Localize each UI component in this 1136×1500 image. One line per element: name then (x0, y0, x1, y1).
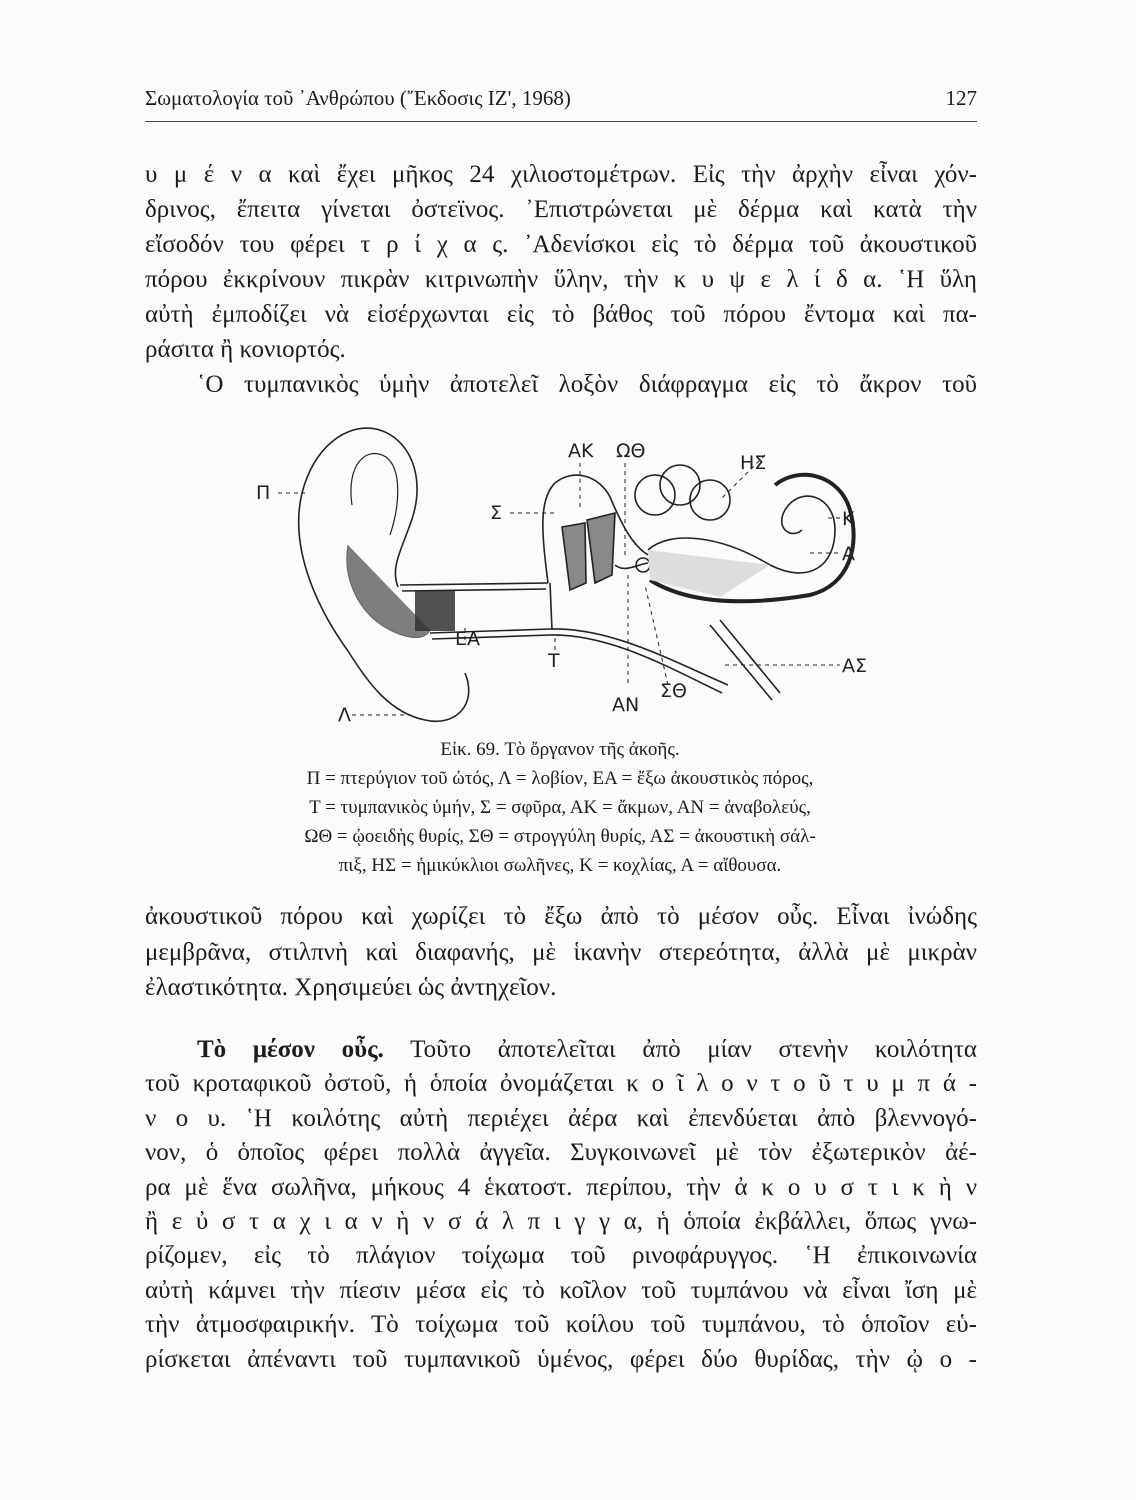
label-S: Σ (490, 502, 503, 524)
ear-anatomy-figure (250, 415, 900, 735)
middle-ear (543, 475, 650, 630)
text-line: τὴν ἀτμοσφαιρικήν. Τὸ τοίχωμα τοῦ κοίλου τοῦ τυμπάνου, τὸ ὁποῖον εὑ- (145, 1311, 977, 1339)
text-line: τοῦ κροταφικοῦ ὀστοῦ, ἡ ὁποία ὀνομάζεται κ ο ῖ λ ο ν τ ο ῦ τ υ μ π ά - (145, 1070, 977, 1098)
section-middle-ear (145, 1033, 977, 1377)
text-line: ἐλαστικότητα. Χρησιμεύει ὡς ἀντηχεῖον. (145, 974, 557, 1001)
text-line: μεμβρᾶνα, στιλπνὴ καὶ διαφανής, μὲ ἱκανὴν στερεότητα, ἀλλὰ μὲ μικρὰν (145, 938, 977, 966)
label-HS: ΗΣ (740, 452, 767, 474)
label-L: Λ (338, 704, 351, 726)
label-OTh: ΩΘ (616, 440, 646, 462)
text-line: ἢ ε ὐ σ τ α χ ι α ν ὴ ν σ ά λ π ι γ γ α, ἡ ὁποία ἐκβάλλει, ὅπως γνω- (145, 1207, 977, 1235)
caption-line: Τ = τυμπανικὸς ὑμήν, Σ = σφῦρα, ΑΚ = ἄκμων, ΑΝ = ἀναβολεύς, (309, 797, 811, 818)
text-line (145, 1033, 977, 1067)
caption-line: πιξ, ΗΣ = ἡμικύκλιοι σωλῆνες, Κ = κοχλίας, Α = αἴθουσα. (338, 855, 782, 876)
text-line: ράσιτα ἢ κονιορτός. (145, 336, 346, 363)
label-AK: ΑΚ (568, 440, 594, 462)
text-line: ἀκουστικοῦ πόρου καὶ χωρίζει τὸ ἔξω ἀπὸ τὸ μέσον οὖς. Εἶναι ἰνώδης (145, 903, 977, 930)
running-header-title: Σωματολογία τοῦ ᾿Ανθρώπου (῎Εκδοσις ΙΖ', 1968) (145, 86, 571, 110)
label-K: Κ (842, 508, 855, 530)
pinna-drawing (299, 428, 469, 721)
text-line: εἴσοδόν του φέρει τ ρ ί χ α ς. ᾿Αδενίσκοι εἰς τὸ δέρμα τοῦ ἀκουστικοῦ (145, 231, 977, 258)
label-STh: ΣΘ (660, 680, 687, 702)
caption-title: Εἰκ. 69. Τὸ ὄργανον τῆς ἀκοῆς. (440, 739, 680, 760)
page-number: 127 (945, 86, 977, 110)
text-line: νον, ὁ ὁποῖος φέρει πολλὰ ἀγγεῖα. Συγκοινωνεῖ μὲ τὸν ἐξωτερικὸν ἀέ- (145, 1139, 977, 1167)
text-line: αὐτὴ ἐμποδίζει νὰ εἰσέρχωνται εἰς τὸ βάθος τοῦ πόρου ἔντομα καὶ πα- (145, 301, 977, 328)
text-line: πόρου ἐκκρίνουν πικρὰν κιτρινωπὴν ὕλην, τὴν κ υ ψ ε λ ί δ α. ῾Η ὕλη (145, 266, 977, 293)
caption-line: ΩΘ = ᾠοειδὴς θυρίς, ΣΘ = στρογγύλη θυρίς, ΑΣ = ἀκουστικὴ σάλ- (304, 826, 816, 847)
label-AS: ΑΣ (842, 655, 868, 677)
text-line: ρίζομεν, εἰς τὸ πλάγιον τοίχωμα τοῦ ρινοφάρυγγος. ῾Η ἐπικοινωνία (145, 1242, 977, 1270)
label-P: Π (256, 482, 271, 504)
paragraph-2 (145, 899, 977, 1006)
label-A: Α (842, 543, 855, 565)
text-line: ρίσκεται ἀπέναντι τοῦ τυμπανικοῦ ὑμένος, φέρει δύο θυρίδας, τὴν ᾠ ο - (145, 1345, 977, 1373)
label-T: Τ (548, 650, 560, 672)
text-line: δρινος, ἔπειτα γίνεται ὀστεϊνος. ᾿Επιστρώνεται μὲ δέρμα καὶ κατὰ τὴν (145, 196, 977, 223)
running-header (145, 86, 977, 111)
text-line: ῾Ο τυμπανικὸς ὑμὴν ἀποτελεῖ λοξὸν διάφραγμα εἰς τὸ ἄκρον τοῦ (197, 371, 977, 398)
text-line: αὐτὴ κάμνει τὴν πίεσιν μέσα εἰς τὸ κοῖλον τοῦ τυμπάνου νὰ εἶναι ἴση μὲ (145, 1276, 977, 1304)
caption-line: Π = πτερύγιον τοῦ ὠτός, Λ = λοβίον, ΕΑ = ἔξω ἀκουστικὸς πόρος, (306, 768, 814, 789)
text-line: υ μ έ ν α καὶ ἔχει μῆκος 24 χιλιοστομέτρων. Εἰς τὴν ἀρχὴν εἶναι χόν- (145, 161, 977, 188)
header-rule (145, 121, 977, 122)
ear-canal (400, 583, 728, 693)
label-AN: ΑΝ (612, 694, 640, 716)
text-line-rest: Τοῦτο ἀποτελεῖται ἀπὸ μίαν στενὴν κοιλότητα (410, 1036, 977, 1063)
section-heading: Τὸ μέσον οὖς. (197, 1036, 384, 1063)
label-EA: ΕΑ (455, 628, 481, 650)
text-line: ν ο υ. ῾Η κοιλότης αὐτὴ περιέχει ἀέρα καὶ ἐπενδύεται ἀπὸ βλεννογό- (145, 1104, 977, 1132)
figure-caption (180, 735, 940, 880)
paragraph-1 (145, 157, 977, 402)
text-line: ρα μὲ ἕνα σωλῆνα, μήκους 4 ἑκατοστ. περίπου, τὴν ἀ κ ο υ σ τ ι κ ὴ ν (145, 1173, 977, 1201)
